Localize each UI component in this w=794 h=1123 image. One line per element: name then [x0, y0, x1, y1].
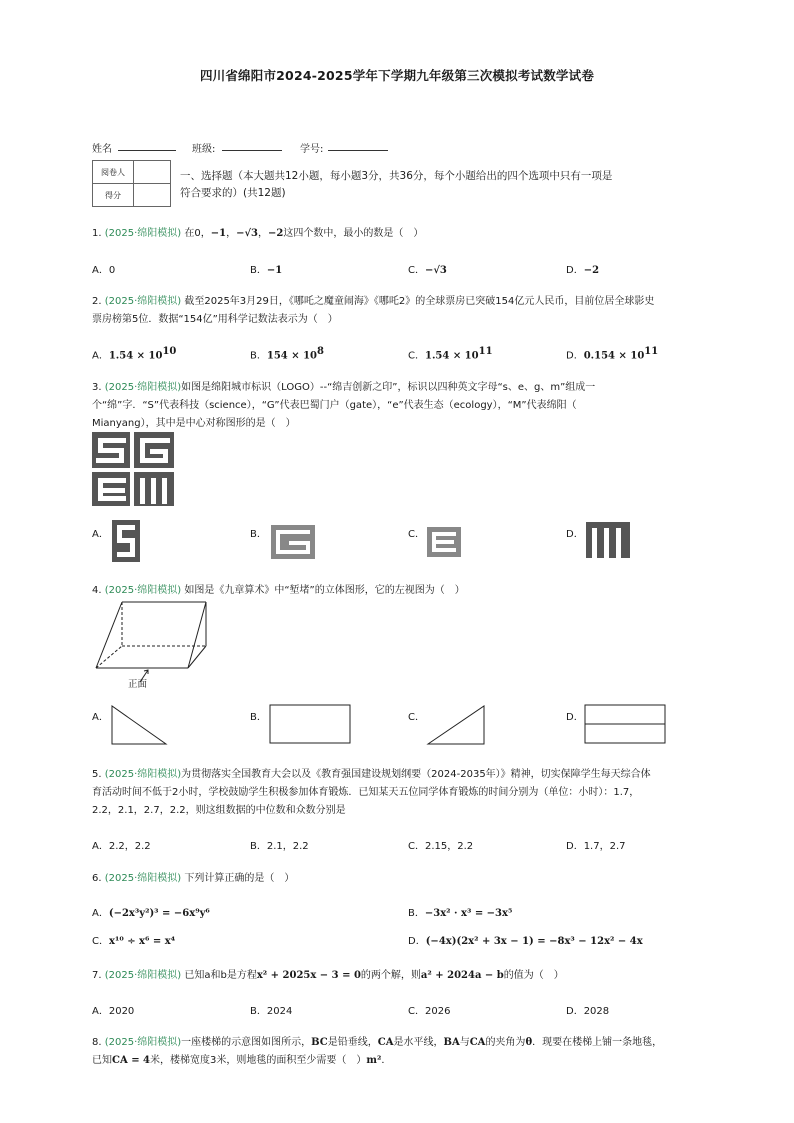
q5-option-d[interactable]: D．1.7，2.7	[566, 841, 626, 852]
q1-option-d[interactable]: D．−2	[566, 265, 600, 276]
qiandu-solid-figure	[92, 598, 212, 690]
right-triangle-right-view[interactable]	[426, 704, 488, 746]
score-label: 得分	[93, 184, 134, 207]
q7-option-b[interactable]: B．2024	[250, 1006, 293, 1017]
question-source: (2025·绵阳模拟)	[104, 228, 182, 239]
q3-option-a[interactable]: A．	[92, 529, 109, 540]
grader-label: 阅卷人	[93, 161, 134, 184]
q5-option-a[interactable]: A．2.2，2.2	[92, 841, 151, 852]
letter-m-icon[interactable]	[586, 522, 630, 558]
id-field[interactable]	[328, 140, 388, 151]
q7-option-c[interactable]: C．2026	[408, 1006, 451, 1017]
q6-option-c[interactable]: C．x¹⁰ ÷ x⁶ = x⁴	[92, 936, 176, 947]
id-label: 学号:	[300, 144, 324, 155]
q5-option-b[interactable]: B．2.1，2.2	[250, 841, 309, 852]
q5-option-c[interactable]: C．2.15，2.2	[408, 841, 474, 852]
score-cell[interactable]	[134, 184, 171, 207]
class-field[interactable]	[222, 140, 282, 151]
page-title: 四川省绵阳市2024-2025学年下学期九年级第三次模拟考试数学试卷	[199, 68, 595, 83]
q6-option-a[interactable]: A．(−2x³y²)³ = −6x⁹y⁶	[92, 908, 210, 919]
score-box	[92, 160, 171, 207]
question-7: 7. (2025·绵阳模拟) 已知a和b是方程x² + 2025x − 3 = 0的两个解，则a² + 2024a − b的值为（ ）	[92, 970, 564, 981]
q2-option-b[interactable]: B．$154 \times 10^8$	[250, 346, 324, 362]
q3-option-b[interactable]: B．	[250, 529, 267, 540]
q2-option-c[interactable]: C．$1.54 \times 10^{11}$	[408, 346, 493, 362]
q1-option-c[interactable]: C．−√3	[408, 265, 447, 276]
q4-option-d[interactable]: D．	[566, 712, 584, 723]
right-triangle-left-view[interactable]	[110, 704, 170, 746]
question-5: 5. (2025·绵阳模拟)为贯彻落实全国教育大会以及《教育强国建设规划纲要（2024-2035年）》精神，切实保障学生每天综合体 育活动时间不低于2小时，学校鼓励学生积极参加体育锻炼．已知某天五位同学体育锻炼的时间分别为（单位：小时）：1.7， 2.2，2.1，2.7，2.2，则这组数据的中位数和众数分别是	[92, 769, 651, 816]
question-3: 3. (2025·绵阳模拟)如图是绵阳城市标识（LOGO）--“绵吉创新之印”，标识以四种英文字母“s、e、g、m”组成一 个“绵”字．“S”代表科技（science），“G”代表巴蜀门户（gate），“e”代表生态（ecology），“M”代表绵阳（ Mianyang），其中是中心对称图形的是（ ）	[92, 382, 596, 429]
q4-option-b[interactable]: B．	[250, 712, 267, 723]
q2-option-a[interactable]: A．$1.54 \times 10^{10}$	[92, 346, 177, 362]
class-label: 班级:	[192, 144, 216, 155]
q4-option-a[interactable]: A．	[92, 712, 109, 723]
q7-option-d[interactable]: D．2028	[566, 1006, 610, 1017]
letter-g-icon[interactable]	[271, 525, 315, 559]
q4-option-c[interactable]: C．	[408, 712, 425, 723]
letter-s-icon[interactable]	[112, 520, 140, 562]
q6-option-b[interactable]: B．−3x² · x³ = −3x⁵	[408, 908, 513, 919]
q3-option-d[interactable]: D．	[566, 529, 584, 540]
question-8: 8. (2025·绵阳模拟)一座楼梯的示意图如图所示，BC是铅垂线，CA是水平线，BA与CA的夹角为θ．现要在楼梯上铺一条地毯， 已知CA = 4米，楼梯宽度3米，则地毯的面积至少需要（ ）m²．	[92, 1037, 663, 1066]
rectangle-view[interactable]	[269, 704, 353, 746]
letter-e-icon[interactable]	[427, 527, 461, 557]
split-rectangle-view[interactable]	[584, 704, 668, 746]
q1-option-b[interactable]: B．−1	[250, 265, 283, 276]
question-1: 1. (2025·绵阳模拟) 在0，−1，−√3，−2这四个数中，最小的数是（ ）	[92, 228, 424, 239]
name-label: 姓名	[92, 144, 112, 155]
q6-option-d[interactable]: D．(−4x)(2x² + 3x − 1) = −8x³ − 12x² − 4x	[408, 936, 643, 947]
question-6: 6. (2025·绵阳模拟) 下列计算正确的是（ ）	[92, 873, 295, 884]
question-4: 4. (2025·绵阳模拟) 如图是《九章算术》中“堑堵”的立体图形，它的左视图为（ ）	[92, 585, 465, 596]
q3-option-c[interactable]: C．	[408, 529, 425, 540]
grader-cell[interactable]	[134, 161, 171, 184]
front-label: 正面	[128, 679, 148, 690]
mianyang-logo-figure	[92, 432, 174, 506]
q7-option-a[interactable]: A．2020	[92, 1006, 135, 1017]
section-heading: 一、选择题（本大题共12小题，每小题3分，共36分，每个小题给出的四个选项中只有一项是 符合要求的）(共12题)	[180, 170, 613, 199]
q2-option-d[interactable]: D．$0.154 \times 10^{11}$	[566, 346, 659, 362]
question-2: 2. (2025·绵阳模拟) 截至2025年3月29日，《哪吒之魔童闹海》《哪吒2》的全球票房已突破154亿元人民币，目前位居全球影史 票房榜第5位．数据“154亿”用科学记数法表示为（ ）	[92, 296, 655, 325]
q1-option-a[interactable]: A．0	[92, 265, 116, 276]
name-field[interactable]	[118, 140, 176, 151]
